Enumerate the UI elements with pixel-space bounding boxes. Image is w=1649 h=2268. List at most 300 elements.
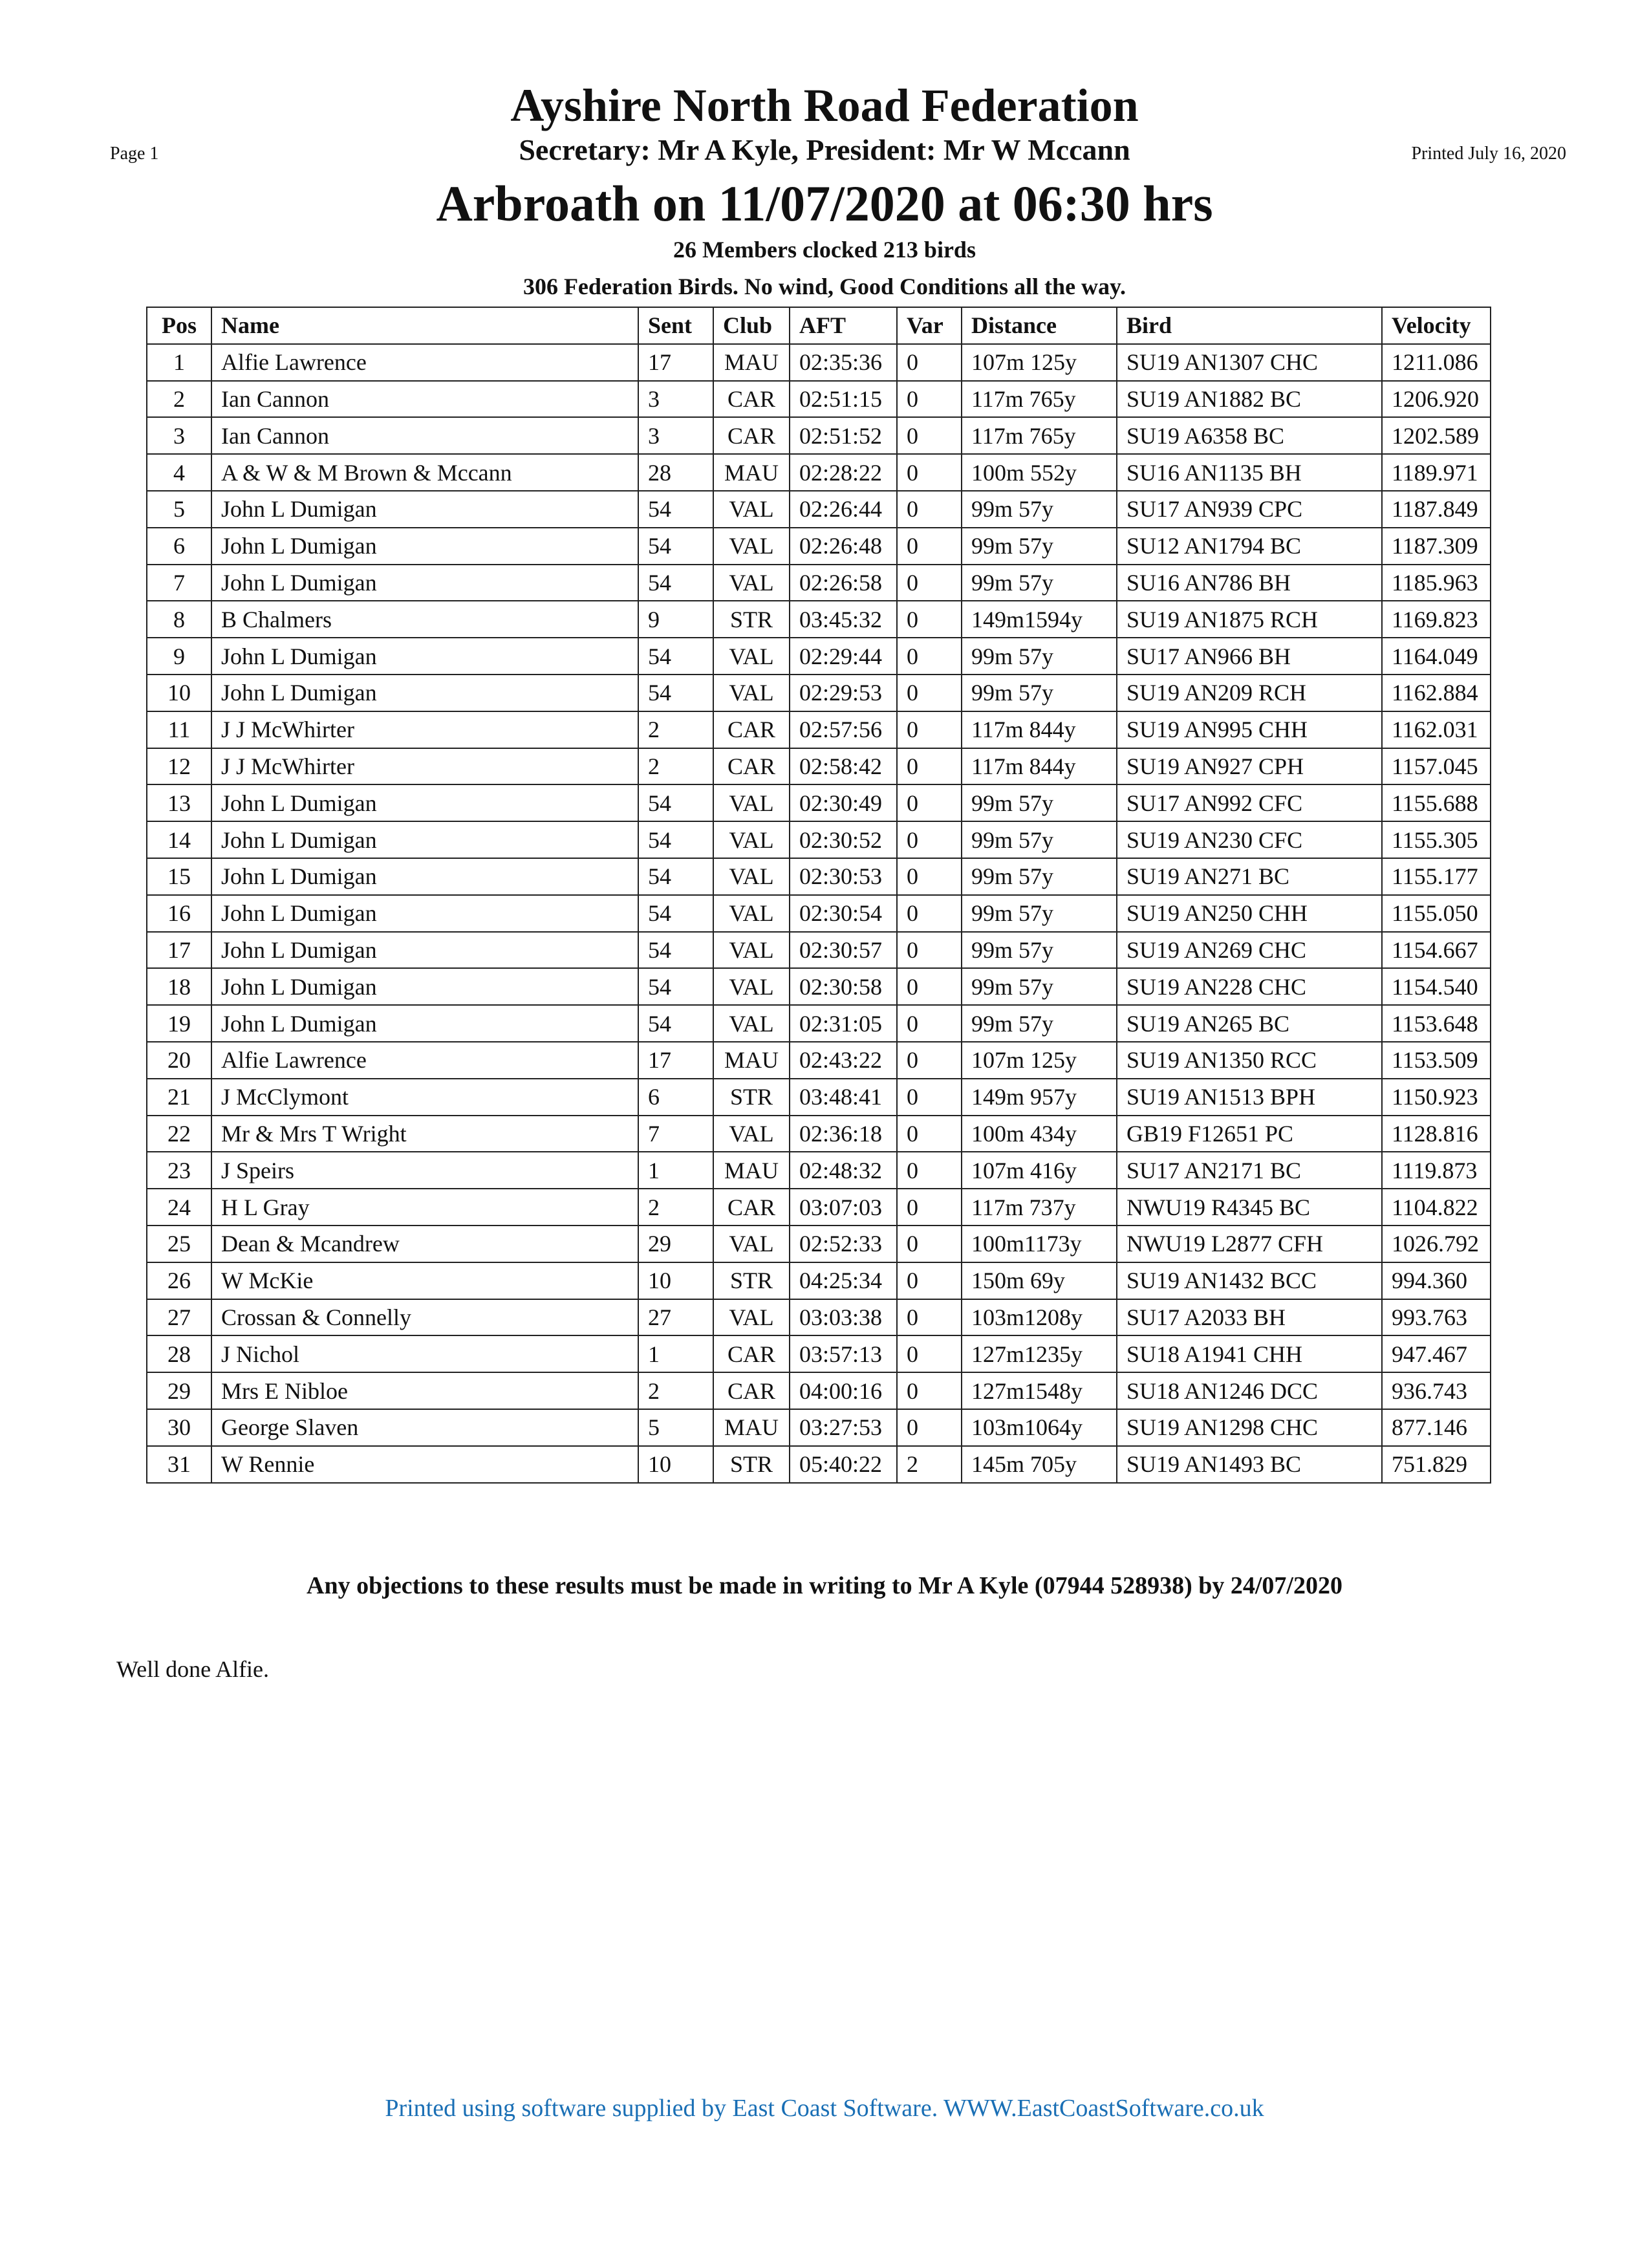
distance-cell: 99m 57y [962,638,1117,675]
club-cell: VAL [713,1226,790,1262]
velocity-cell: 1162.884 [1382,675,1491,711]
club-cell: VAL [713,932,790,969]
velocity-cell: 993.763 [1382,1299,1491,1336]
column-header: Sent [638,307,713,344]
velocity-cell: 1154.667 [1382,932,1491,969]
clocked-summary: 26 Members clocked 213 birds [673,237,976,263]
name-cell: John L Dumigan [211,491,638,528]
club-cell: CAR [713,417,790,454]
page-number: Page 1 [110,144,159,164]
velocity-cell: 1026.792 [1382,1226,1491,1262]
velocity-cell: 1154.540 [1382,968,1491,1005]
distance-cell: 107m 125y [962,344,1117,381]
var-cell: 0 [897,784,962,821]
aft-cell: 03:57:13 [790,1335,897,1372]
pos-cell: 30 [147,1409,211,1446]
sent-cell: 29 [638,1226,713,1262]
distance-cell: 117m 765y [962,417,1117,454]
distance-cell: 150m 69y [962,1262,1117,1299]
club-cell: CAR [713,1189,790,1226]
pos-cell: 27 [147,1299,211,1336]
distance-cell: 149m 957y [962,1079,1117,1116]
bird-cell: SU16 AN786 BH [1117,565,1382,601]
club-cell: MAU [713,344,790,381]
velocity-cell: 1162.031 [1382,711,1491,748]
sent-cell: 54 [638,528,713,565]
pos-cell: 9 [147,638,211,675]
aft-cell: 02:30:58 [790,968,897,1005]
distance-cell: 99m 57y [962,528,1117,565]
name-cell: John L Dumigan [211,565,638,601]
club-cell: CAR [713,1372,790,1409]
pos-cell: 23 [147,1152,211,1189]
sent-cell: 54 [638,638,713,675]
sent-cell: 54 [638,784,713,821]
sent-cell: 54 [638,968,713,1005]
velocity-cell: 1155.177 [1382,858,1491,895]
name-cell: J J McWhirter [211,748,638,785]
distance-cell: 127m1235y [962,1335,1117,1372]
column-header: Bird [1117,307,1382,344]
club-cell: VAL [713,1005,790,1042]
table-row [147,1372,1491,1409]
bird-cell: SU19 AN269 CHC [1117,932,1382,969]
sent-cell: 27 [638,1299,713,1336]
velocity-cell: 994.360 [1382,1262,1491,1299]
name-cell: W Rennie [211,1446,638,1483]
var-cell: 0 [897,417,962,454]
table-row [147,417,1491,454]
aft-cell: 02:35:36 [790,344,897,381]
var-cell: 0 [897,1409,962,1446]
sent-cell: 5 [638,1409,713,1446]
sent-cell: 17 [638,1042,713,1079]
club-cell: MAU [713,1152,790,1189]
remark-text: Well done Alfie. [116,1656,270,1682]
velocity-cell: 1150.923 [1382,1079,1491,1116]
race-title: Arbroath on 11/07/2020 at 06:30 hrs [436,175,1213,232]
velocity-cell: 1128.816 [1382,1116,1491,1152]
club-cell: VAL [713,1116,790,1152]
distance-cell: 99m 57y [962,821,1117,858]
sent-cell: 10 [638,1262,713,1299]
name-cell: Mrs E Nibloe [211,1372,638,1409]
table-row [147,565,1491,601]
velocity-cell: 1155.688 [1382,784,1491,821]
velocity-cell: 1155.050 [1382,895,1491,932]
aft-cell: 02:31:05 [790,1005,897,1042]
var-cell: 0 [897,638,962,675]
conditions-line: 306 Federation Birds. No wind, Good Conditions all the way. [523,274,1126,299]
name-cell: John L Dumigan [211,1005,638,1042]
velocity-cell: 1157.045 [1382,748,1491,785]
distance-cell: 117m 765y [962,381,1117,418]
name-cell: John L Dumigan [211,638,638,675]
bird-cell: SU19 A6358 BC [1117,417,1382,454]
club-cell: VAL [713,821,790,858]
name-cell: John L Dumigan [211,528,638,565]
club-cell: VAL [713,968,790,1005]
sent-cell: 3 [638,381,713,418]
name-cell: Dean & Mcandrew [211,1226,638,1262]
sent-cell: 1 [638,1335,713,1372]
velocity-cell: 1164.049 [1382,638,1491,675]
var-cell: 2 [897,1446,962,1483]
distance-cell: 103m1208y [962,1299,1117,1336]
club-cell: STR [713,1262,790,1299]
name-cell: J J McWhirter [211,711,638,748]
bird-cell: NWU19 R4345 BC [1117,1189,1382,1226]
var-cell: 0 [897,821,962,858]
bird-cell: SU17 AN2171 BC [1117,1152,1382,1189]
table-row [147,1152,1491,1189]
club-cell: VAL [713,784,790,821]
pos-cell: 6 [147,528,211,565]
name-cell: Alfie Lawrence [211,344,638,381]
bird-cell: SU19 AN1493 BC [1117,1446,1382,1483]
officers-line: Secretary: Mr A Kyle, President: Mr W Mccann [519,133,1130,166]
name-cell: Crossan & Connelly [211,1299,638,1336]
table-row [147,1262,1491,1299]
pos-cell: 19 [147,1005,211,1042]
club-cell: CAR [713,711,790,748]
aft-cell: 05:40:22 [790,1446,897,1483]
aft-cell: 02:58:42 [790,748,897,785]
distance-cell: 117m 737y [962,1189,1117,1226]
table-header-row [147,307,1491,344]
pos-cell: 16 [147,895,211,932]
club-cell: VAL [713,675,790,711]
pos-cell: 8 [147,601,211,638]
table-row [147,1189,1491,1226]
pos-cell: 5 [147,491,211,528]
bird-cell: SU19 AN1432 BCC [1117,1262,1382,1299]
distance-cell: 100m 552y [962,454,1117,491]
var-cell: 0 [897,1079,962,1116]
bird-cell: SU19 AN209 RCH [1117,675,1382,711]
bird-cell: GB19 F12651 PC [1117,1116,1382,1152]
aft-cell: 02:29:53 [790,675,897,711]
velocity-cell: 1206.920 [1382,381,1491,418]
name-cell: John L Dumigan [211,968,638,1005]
pos-cell: 26 [147,1262,211,1299]
pos-cell: 17 [147,932,211,969]
column-header: Velocity [1382,307,1491,344]
distance-cell: 127m1548y [962,1372,1117,1409]
sent-cell: 2 [638,1372,713,1409]
aft-cell: 02:51:52 [790,417,897,454]
name-cell: Ian Cannon [211,381,638,418]
distance-cell: 117m 844y [962,748,1117,785]
bird-cell: SU19 AN250 CHH [1117,895,1382,932]
bird-cell: SU12 AN1794 BC [1117,528,1382,565]
name-cell: John L Dumigan [211,821,638,858]
pos-cell: 29 [147,1372,211,1409]
club-cell: CAR [713,1335,790,1372]
var-cell: 0 [897,1372,962,1409]
velocity-cell: 1169.823 [1382,601,1491,638]
sent-cell: 54 [638,895,713,932]
table-row [147,454,1491,491]
sent-cell: 54 [638,932,713,969]
var-cell: 0 [897,528,962,565]
table-row [147,1079,1491,1116]
table-row [147,1226,1491,1262]
name-cell: George Slaven [211,1409,638,1446]
table-row [147,1335,1491,1372]
sent-cell: 54 [638,675,713,711]
table-row [147,968,1491,1005]
column-header: Name [211,307,638,344]
velocity-cell: 751.829 [1382,1446,1491,1483]
pos-cell: 18 [147,968,211,1005]
bird-cell: SU19 AN1350 RCC [1117,1042,1382,1079]
var-cell: 0 [897,1042,962,1079]
var-cell: 0 [897,1335,962,1372]
pos-cell: 21 [147,1079,211,1116]
club-cell: MAU [713,1409,790,1446]
column-header: Club [713,307,790,344]
var-cell: 0 [897,748,962,785]
table-row [147,528,1491,565]
var-cell: 0 [897,1005,962,1042]
pos-cell: 24 [147,1189,211,1226]
table-row [147,858,1491,895]
pos-cell: 3 [147,417,211,454]
aft-cell: 02:26:58 [790,565,897,601]
sent-cell: 54 [638,821,713,858]
aft-cell: 02:43:22 [790,1042,897,1079]
sent-cell: 2 [638,748,713,785]
club-cell: VAL [713,491,790,528]
distance-cell: 99m 57y [962,968,1117,1005]
bird-cell: SU19 AN1882 BC [1117,381,1382,418]
velocity-cell: 1202.589 [1382,417,1491,454]
pos-cell: 7 [147,565,211,601]
velocity-cell: 1155.305 [1382,821,1491,858]
var-cell: 0 [897,711,962,748]
var-cell: 0 [897,858,962,895]
sent-cell: 7 [638,1116,713,1152]
name-cell: H L Gray [211,1189,638,1226]
pos-cell: 1 [147,344,211,381]
velocity-cell: 1187.849 [1382,491,1491,528]
aft-cell: 02:29:44 [790,638,897,675]
table-row [147,601,1491,638]
distance-cell: 99m 57y [962,784,1117,821]
bird-cell: SU19 AN265 BC [1117,1005,1382,1042]
table-row [147,1446,1491,1483]
aft-cell: 02:48:32 [790,1152,897,1189]
bird-cell: SU19 AN1298 CHC [1117,1409,1382,1446]
var-cell: 0 [897,1299,962,1336]
name-cell: John L Dumigan [211,675,638,711]
column-header: AFT [790,307,897,344]
club-cell: VAL [713,1299,790,1336]
bird-cell: SU18 AN1246 DCC [1117,1372,1382,1409]
aft-cell: 02:30:53 [790,858,897,895]
bird-cell: SU19 AN230 CFC [1117,821,1382,858]
distance-cell: 99m 57y [962,565,1117,601]
column-header: Pos [147,307,211,344]
name-cell: Alfie Lawrence [211,1042,638,1079]
name-cell: J Speirs [211,1152,638,1189]
pos-cell: 10 [147,675,211,711]
pos-cell: 25 [147,1226,211,1262]
var-cell: 0 [897,895,962,932]
aft-cell: 04:25:34 [790,1262,897,1299]
var-cell: 0 [897,968,962,1005]
table-row [147,711,1491,748]
name-cell: John L Dumigan [211,895,638,932]
var-cell: 0 [897,344,962,381]
bird-cell: SU17 AN992 CFC [1117,784,1382,821]
table-row [147,1042,1491,1079]
sent-cell: 54 [638,565,713,601]
velocity-cell: 947.467 [1382,1335,1491,1372]
sent-cell: 2 [638,1189,713,1226]
name-cell: B Chalmers [211,601,638,638]
club-cell: VAL [713,858,790,895]
results-body [147,344,1491,1483]
sent-cell: 54 [638,858,713,895]
distance-cell: 103m1064y [962,1409,1117,1446]
distance-cell: 99m 57y [962,858,1117,895]
var-cell: 0 [897,381,962,418]
table-row [147,748,1491,785]
aft-cell: 02:52:33 [790,1226,897,1262]
aft-cell: 03:45:32 [790,601,897,638]
var-cell: 0 [897,601,962,638]
bird-cell: SU16 AN1135 BH [1117,454,1382,491]
distance-cell: 99m 57y [962,932,1117,969]
var-cell: 0 [897,675,962,711]
bird-cell: SU18 A1941 CHH [1117,1335,1382,1372]
sent-cell: 6 [638,1079,713,1116]
club-cell: CAR [713,748,790,785]
aft-cell: 03:48:41 [790,1079,897,1116]
aft-cell: 03:27:53 [790,1409,897,1446]
club-cell: STR [713,601,790,638]
distance-cell: 117m 844y [962,711,1117,748]
sent-cell: 17 [638,344,713,381]
bird-cell: SU17 AN966 BH [1117,638,1382,675]
sent-cell: 54 [638,491,713,528]
sent-cell: 54 [638,1005,713,1042]
aft-cell: 02:57:56 [790,711,897,748]
table-row [147,491,1491,528]
name-cell: John L Dumigan [211,858,638,895]
var-cell: 0 [897,1116,962,1152]
club-cell: VAL [713,638,790,675]
velocity-cell: 1104.822 [1382,1189,1491,1226]
column-header: Distance [962,307,1117,344]
name-cell: J Nichol [211,1335,638,1372]
aft-cell: 02:36:18 [790,1116,897,1152]
distance-cell: 99m 57y [962,491,1117,528]
table-row [147,1409,1491,1446]
distance-cell: 99m 57y [962,895,1117,932]
table-row [147,675,1491,711]
bird-cell: SU17 A2033 BH [1117,1299,1382,1336]
federation-title: Ayshire North Road Federation [510,80,1139,131]
velocity-cell: 1153.648 [1382,1005,1491,1042]
name-cell: Ian Cannon [211,417,638,454]
name-cell: W McKie [211,1262,638,1299]
sent-cell: 10 [638,1446,713,1483]
var-cell: 0 [897,1226,962,1262]
bird-cell: SU19 AN1307 CHC [1117,344,1382,381]
table-row [147,1005,1491,1042]
velocity-cell: 936.743 [1382,1372,1491,1409]
aft-cell: 02:28:22 [790,454,897,491]
distance-cell: 100m 434y [962,1116,1117,1152]
club-cell: VAL [713,528,790,565]
aft-cell: 02:51:15 [790,381,897,418]
aft-cell: 04:00:16 [790,1372,897,1409]
club-cell: CAR [713,381,790,418]
name-cell: John L Dumigan [211,932,638,969]
pos-cell: 31 [147,1446,211,1483]
velocity-cell: 877.146 [1382,1409,1491,1446]
sent-cell: 1 [638,1152,713,1189]
aft-cell: 02:30:57 [790,932,897,969]
distance-cell: 145m 705y [962,1446,1117,1483]
pos-cell: 20 [147,1042,211,1079]
club-cell: MAU [713,1042,790,1079]
pos-cell: 12 [147,748,211,785]
sent-cell: 3 [638,417,713,454]
bird-cell: NWU19 L2877 CFH [1117,1226,1382,1262]
printed-date: Printed July 16, 2020 [1411,144,1566,164]
pos-cell: 15 [147,858,211,895]
velocity-cell: 1153.509 [1382,1042,1491,1079]
pos-cell: 13 [147,784,211,821]
velocity-cell: 1187.309 [1382,528,1491,565]
bird-cell: SU19 AN271 BC [1117,858,1382,895]
results-table [146,307,1491,1484]
name-cell: J McClymont [211,1079,638,1116]
footer-credit[interactable]: Printed using software supplied by East Coast Software. WWW.EastCoastSoftware.co.uk [385,2095,1264,2122]
distance-cell: 99m 57y [962,675,1117,711]
distance-cell: 100m1173y [962,1226,1117,1262]
distance-cell: 107m 416y [962,1152,1117,1189]
table-row [147,381,1491,418]
pos-cell: 22 [147,1116,211,1152]
pos-cell: 4 [147,454,211,491]
table-row [147,1116,1491,1152]
pos-cell: 28 [147,1335,211,1372]
aft-cell: 02:26:48 [790,528,897,565]
distance-cell: 149m1594y [962,601,1117,638]
pos-cell: 11 [147,711,211,748]
club-cell: STR [713,1079,790,1116]
objections-note: Any objections to these results must be made in writing to Mr A Kyle (07944 528938) by 24/07/2020 [307,1572,1342,1599]
velocity-cell: 1185.963 [1382,565,1491,601]
bird-cell: SU19 AN927 CPH [1117,748,1382,785]
sent-cell: 9 [638,601,713,638]
club-cell: VAL [713,895,790,932]
pos-cell: 14 [147,821,211,858]
velocity-cell: 1119.873 [1382,1152,1491,1189]
bird-cell: SU19 AN1875 RCH [1117,601,1382,638]
bird-cell: SU17 AN939 CPC [1117,491,1382,528]
aft-cell: 02:26:44 [790,491,897,528]
var-cell: 0 [897,491,962,528]
name-cell: A & W & M Brown & Mccann [211,454,638,491]
distance-cell: 99m 57y [962,1005,1117,1042]
table-row [147,932,1491,969]
